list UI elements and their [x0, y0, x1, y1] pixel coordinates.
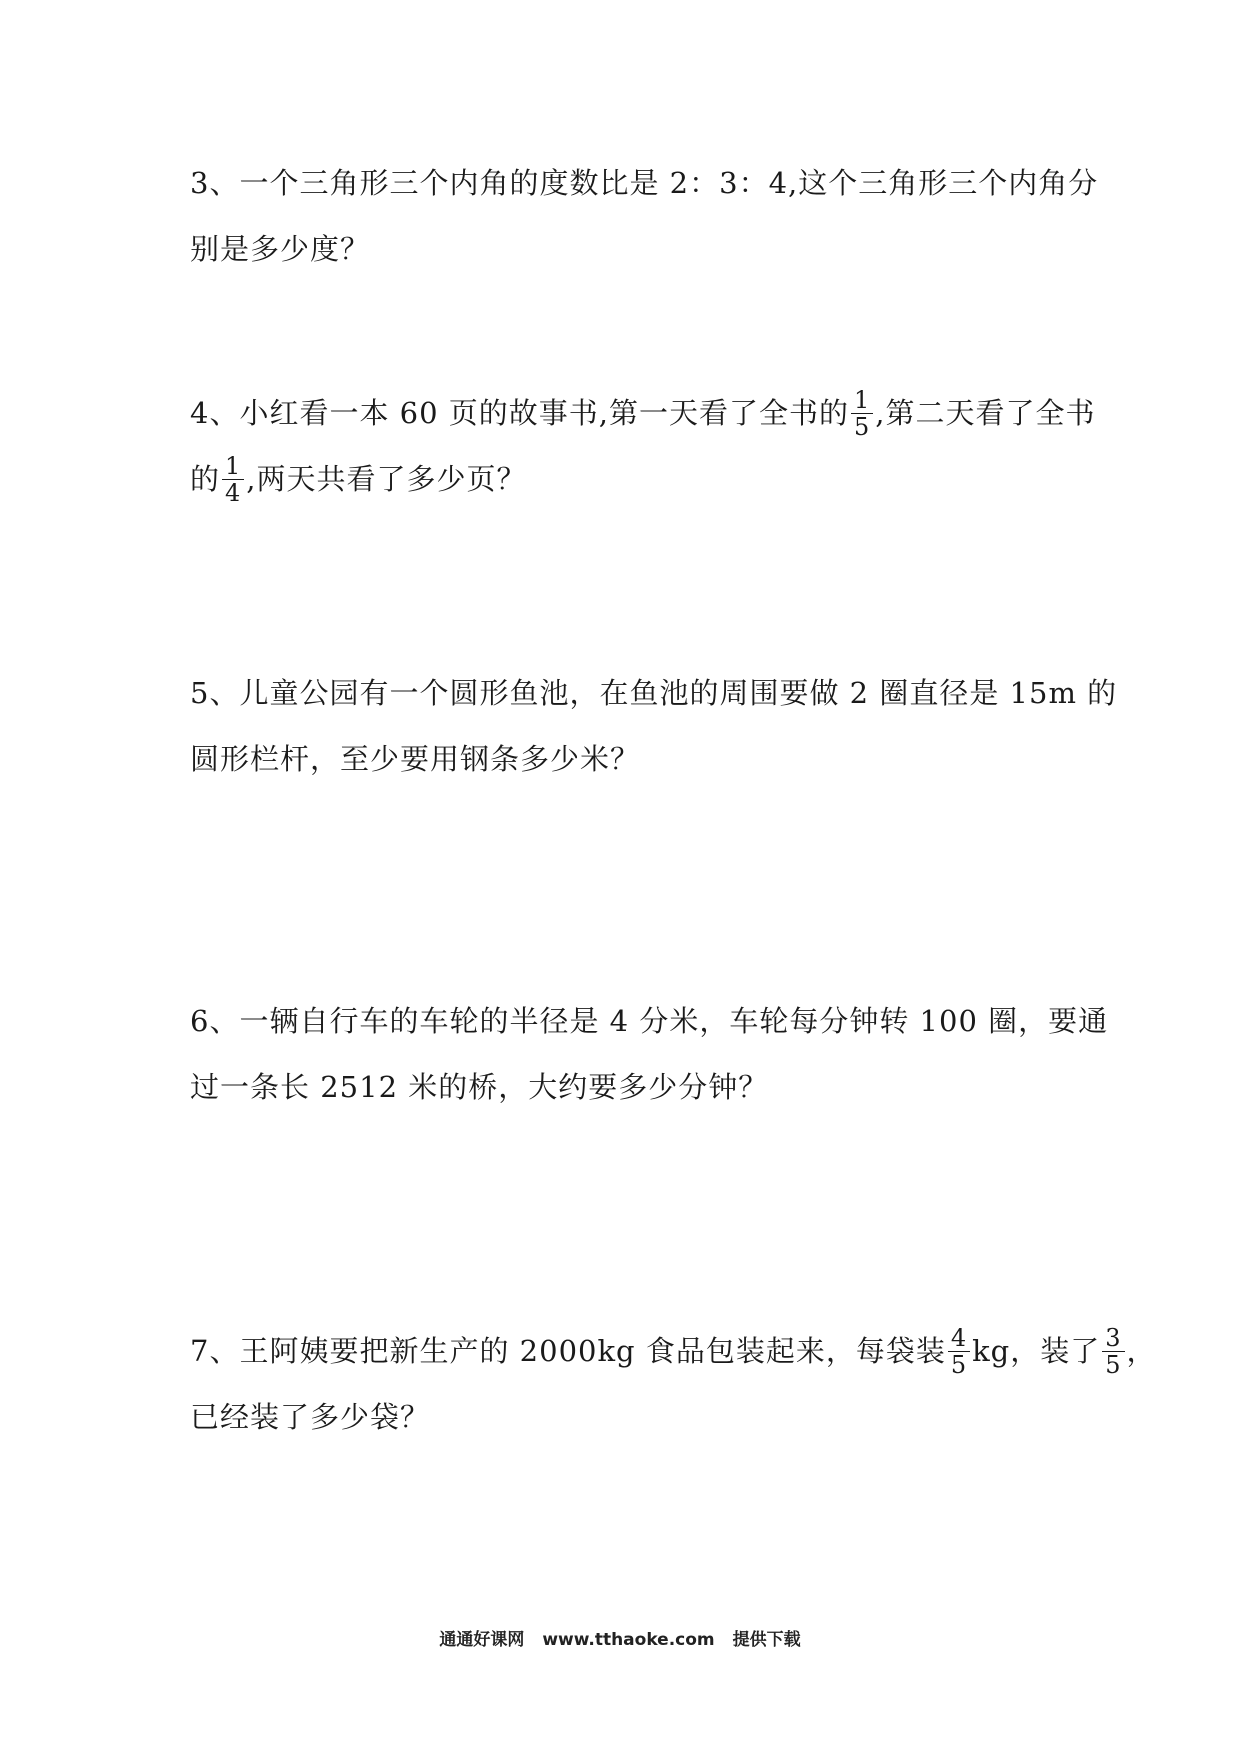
question-7-text-a: 7、王阿姨要把新生产的 2000kg 食品包装起来，每袋装 — [190, 1334, 946, 1368]
question-7-text-b: kg，装了 — [972, 1334, 1101, 1368]
question-7-line-1 — [190, 1318, 1157, 1384]
question-7-line-2: 已经装了多少袋？ — [190, 1400, 431, 1434]
fraction-one-fifth — [851, 387, 873, 440]
fraction-numerator: 1 — [851, 387, 873, 414]
page-footer — [0, 1625, 1240, 1650]
question-5-line-1: 5、儿童公园有一个圆形鱼池，在鱼池的周围要做 2 圈直径是 15m 的 — [190, 676, 1118, 710]
footer-suffix: 提供下载 — [732, 1630, 801, 1650]
question-3-line-1: 3、一个三角形三个内角的度数比是 2：3：4,这个三角形三个内角分 — [190, 166, 1099, 200]
fraction-three-fifths — [1102, 1325, 1124, 1378]
question-4-text-b: ,第二天看了全书 — [875, 396, 1096, 430]
question-4-line-2 — [190, 446, 1060, 512]
question-6-line-2: 过一条长 2512 米的桥，大约要多少分钟？ — [190, 1070, 769, 1104]
fraction-four-fifths — [948, 1325, 970, 1378]
question-4-text-d: ,两天共看了多少页？ — [246, 462, 527, 496]
fraction-numerator: 3 — [1102, 1325, 1124, 1352]
question-7-text-c: ， — [1126, 1334, 1157, 1368]
question-4 — [190, 380, 1096, 512]
question-4-text-c: 的 — [190, 462, 221, 496]
question-4-text-a: 4、小红看一本 60 页的故事书,第一天看了全书的 — [190, 396, 850, 430]
fraction-denominator: 5 — [1105, 1350, 1122, 1379]
question-4-line-1 — [190, 380, 1096, 446]
question-3 — [190, 150, 1099, 282]
fraction-one-quarter — [222, 453, 244, 506]
fraction-numerator: 4 — [948, 1325, 970, 1352]
question-6 — [190, 988, 1109, 1120]
footer-url[interactable]: www.tthaoke.com — [542, 1630, 715, 1650]
fraction-denominator: 4 — [225, 478, 242, 507]
question-3-line-2: 别是多少度？ — [190, 232, 371, 266]
question-5 — [190, 660, 1118, 792]
fraction-numerator: 1 — [222, 453, 244, 480]
question-7 — [190, 1318, 1157, 1450]
question-6-line-1: 6、一辆自行车的车轮的半径是 4 分米，车轮每分钟转 100 圈，要通 — [190, 1004, 1109, 1038]
fraction-denominator: 5 — [854, 412, 871, 441]
question-5-line-2: 圆形栏杆，至少要用钢条多少米？ — [190, 742, 641, 776]
fraction-denominator: 5 — [950, 1350, 968, 1379]
footer-site-name: 通通好课网 — [439, 1630, 525, 1650]
